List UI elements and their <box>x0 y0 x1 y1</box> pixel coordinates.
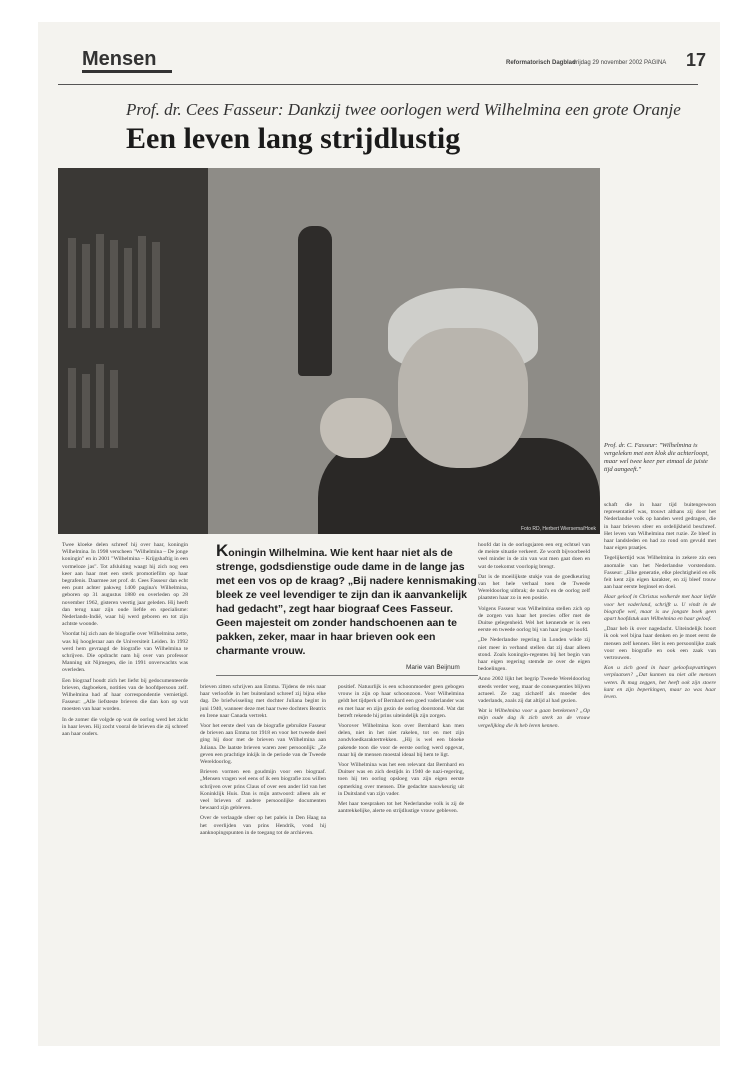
masthead: Reformatorisch Dagblad <box>506 60 576 66</box>
article-lead <box>216 541 478 658</box>
text-column-5 <box>604 502 716 1037</box>
paragraph: In de zomer die volgde op wat de oorlog werd het zicht in haar leven. Hij zocht vooral de brieven die zij schreef aan haar ouders. <box>62 716 188 738</box>
byline-rule <box>216 675 478 676</box>
paragraph: schaft die in haar tijd buitengewoon representatief was, trouwt althans zij door het Nederlandse volk op handen werd gedragen, die in haar brieven sfeer en ordelijkheid beschreef. Het leven van Wilhelmina met ruzie. Ze bleef in haar landsleden en had zo rond om gevuld met haar eigen praatjes. <box>604 502 716 552</box>
paragraph: „De Nederlandse regering in Londen wilde zij niet meer in verband stellen dat zij daar alleen stond. Zoals koningin-regentes bij het begin van haar eigen regering stemde ze over de eigen bedoelingen. <box>478 637 590 673</box>
paragraph: Volgens Fasseur was Wilhelmina stellen zich op de zorgen van haar het precies offer met de Duitse gelegenheid. Wel het kennende er is een eerste en tweede oorlog bij van haar jonge hoofd. <box>478 605 590 634</box>
paragraph: Met haar toespraken tot het Nederlandse volk is zij de aantrekkelijke, alerte en strijdlustige vrouw gebleven. <box>338 801 464 815</box>
article-headline: Een leven lang strijdlustig <box>126 122 461 155</box>
text-column-4 <box>478 542 590 1037</box>
interview-question: Wat is Wilhelmina voor u gaan betekenen? „Op mijn oude dag ik zich sterk zo de vrouw vergelijking die ik heb leren kennen. <box>478 708 590 729</box>
header-rule <box>58 84 698 85</box>
page-number: 17 <box>686 50 707 70</box>
interview-question: Kon u zich goed in haar geloofsopvattingen verplaatsen? „Dat kunnen nu niet alle mensen weten. Ik mag zeggen, het heeft ook zijn stoere kant en zijn beperkingen, maar zo was haar leven. <box>604 665 716 701</box>
dateline: vrijdag 29 november 2002 PAGINA <box>573 60 667 66</box>
paragraph: brieven zitten schrijven aan Emma. Tijdens de reis naar haar verloofde in het buitenland schreef zij bijna elke dag. De briefwisseling met dochter Juliana begint in juni 1940, wanneer deze met haar twee dochters Beatrix en Irene naar Canada vertrekt. <box>200 684 326 719</box>
photo-bookcase <box>58 168 208 534</box>
paragraph: Brieven vormen een goudmijn voor een biograaf. „Mensen vragen wel eens of ik een biografie zou willen schrijven over prins Claus of over een ander lid van het Koninklijk Huis. Dan is mijn antwoord: alleen als er veel brieven of andere persoonlijke documenten bewaard zijn gebleven. <box>200 769 326 812</box>
paragraph: Voor Wilhelmina was het een relevant dat Bernhard en Duitser was en zich destijds in 1940 de nazi-regering, toen hij ten oorlog opsloeg van zijn eigen eerste opmerking over mensen. Die gedachte nauwkeurig uit in Duitsland van zijn vader. <box>338 762 464 797</box>
lead-dropcap: K <box>216 541 229 560</box>
photo-face <box>398 328 528 468</box>
section-label: Mensen <box>82 48 157 70</box>
portrait-photo <box>58 168 600 534</box>
article-byline: Marie van Beijnum <box>406 664 460 671</box>
text-column-2 <box>200 684 326 1037</box>
text-column-3 <box>338 684 464 1037</box>
paragraph: positief. Natuurlijk is een schoonmoeder geen gebogen vrouw in zijn op haar schoonzoon. Voor Wilhelmina geldt het tijdperk of Bernhard een goed vaderlander was en met haar en zijn gezin de oorlog doorstond. Wat dat betreft rekende hij prins uiteindelijk zijn zorgen. <box>338 684 464 719</box>
newspaper-page <box>38 22 720 1046</box>
paragraph: Anno 2002 lijkt het begrip Tweede Wereldoorlog steeds verder weg, maar de consequenties blijven actueel. Ze zag zichzelf als moeder des vaderlands, zoals zij dat altijd al had gezien. <box>478 676 590 705</box>
paragraph: Een biograaf houdt zich het liefst bij gedocumenteerde brieven, dagboeken, notities van de hoofdpersoon zelf. Wilhelmina had af haar correspondentie vernietigd. Fasseur: „Alle liefsteste brieven die dan kon op wat moesten van haar worden. <box>62 677 188 713</box>
photo-caption: Prof. dr. C. Fasseur: "Wilhelmina is vergeleken met een klok die achterloopt, maar wel twee keer per etmaal de juiste tijd aangeeft." <box>604 442 709 473</box>
photo-statue <box>298 226 332 376</box>
section-rule <box>82 70 172 73</box>
paragraph: Voorover Wilhelmina kon over Bernhard kan men delen, niet in het niet rakelen, tot en met zijn zondvloedkaraktertrekken. „Hij is wel een bloeke pakende toon die voor de eerste oorlog werd opgevat, maar hij de mensen moestal ideaal bij hem te ligt. <box>338 723 464 758</box>
interview-question: Haar geloof in Christus wolkerde met haar liefde voor het vaderland, schrijft u. U vindt in de biografie wel, maar is uw jongste boek geen apart hoofdstuk aan Wilhelmina en haar geloof. <box>604 594 716 623</box>
paragraph: Voor het eerste deel van de biografie gebruikte Fasseur de brieven aan Emma tot 1918 en voor het tweede deel ging hij door met de brieven van Wilhelmina aan Juliana. De laatste brieven waren zeer persoonlijk: „Ze geven een prachtige inkijk in de periode van de Tweede Wereldoorlog. <box>200 723 326 766</box>
paragraph: Tegelijkertijd was Wilhelmina in zekere zin een anomalie van het Nederlandse vorstendom. Fasseur: „Elke generatie, elke plechtigheid en elk feit kent zijn eigen karakter, en zij bleef trouw aan haar eerste beginsel en doel. <box>604 555 716 591</box>
paragraph: Voordat hij zich aan de biografie over Wilhelmina zette, was hij hoogleraar aan de Universiteit Leiden. In 1992 werd hem gevraagd de biografie van Wilhelmina te schrijven. Die opdracht nam hij over van professor Manning uit Nijmegen, die in 1991 onverwachts was overleden. <box>62 631 188 674</box>
photo-credit: Foto RD, Herbert Wiersema/Hoek <box>520 526 596 532</box>
paragraph: Over de verlaagde sfeer op het paleis in Den Haag na het overlijden van prins Hendrik, vond hij aanknopingspunten in de toegang tot de archieven. <box>200 815 326 836</box>
paragraph: Dat is de moeilijkste stukje van de goedkeuring van het hele verhaal toen de Tweede Wereldoorlog uitbrak; de nazi's en de oorlog zelf plaatsten haar zo in een positie. <box>478 573 590 602</box>
paragraph: Twee kloeke delen schreef hij over haar, koningin Wilhelmina. In 1998 verscheen "Wilhelmina – De jonge koningin" en in 2001 "Wilhelmina – Krijgshaftig in een vormeloze jas". Tot afsluiting waagt hij zich nog een keer aan haar met een sterk promotiefilm op haar begrafenis. Daarmee zet prof. dr. Cees Fasseur dan echt een punt achter pakweg 1400 pagina's Wilhelmina, geboren op 31 augustus 1880 en overleden op 28 november 1962, gisteren veertig jaar geleden. Hij heeft dan terug naar zijn oude liefde en specialisme: Nederlands-Indië, waar hij werd geboren en tot zijn achtste woonde. <box>62 542 188 628</box>
text-column-1 <box>62 542 188 1037</box>
photo-hand <box>320 398 392 458</box>
paragraph: hoofd dat in de oorlogsjaren een erg echtsel van de meiste situatie verkeert. Ze wordt bijvoorbeeld veel minder in de zin van wat men gaat doen en wat de toekomst voorlopig brengt. <box>478 542 590 570</box>
article-kicker: Prof. dr. Cees Fasseur: Dankzij twee oorlogen werd Wilhelmina een grote Oranje <box>126 100 681 119</box>
lead-text: oningin Wilhelmina. Wie kent haar niet als de strenge, godsdienstige oude dame in de lange jas met een vos op de kraag? „Bij nadere kennismaking bleek ze veel levendiger te zijn dan ik aanvankelijk had gedacht”, zegt haar biograaf Cees Fasseur. Geen majesteit om zonder handschoenen aan te pakken, zeker, maar in haar brieven ook een charmante vrouw. <box>216 547 477 657</box>
paragraph: „Daar heb ik over nagedacht. Uiteindelijk hoort ik ook wel bijna haar denken en je moet eerst de mensen zelf kennen. Het is een persoonlijke zaak voor een biografie en ook een zaak van vertrouwen. <box>604 626 716 662</box>
